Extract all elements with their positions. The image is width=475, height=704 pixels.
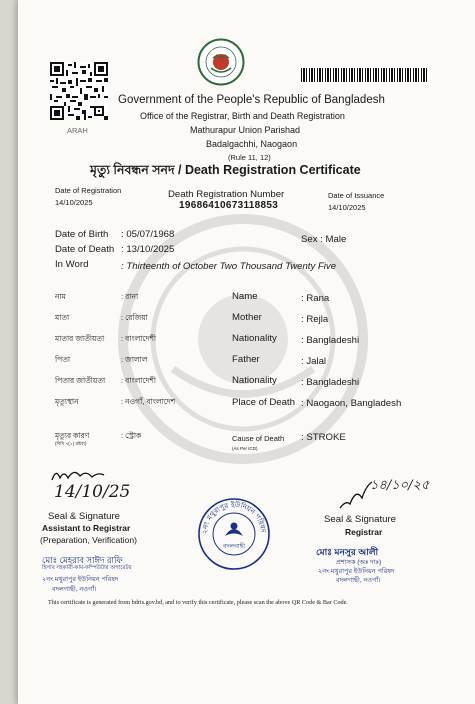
right-seal-label: Seal & Signature bbox=[324, 514, 396, 525]
bn-father-nationality-label: পিতার জাতীয়তা bbox=[55, 376, 106, 385]
death-place-value: : Naogaon, Bangladesh bbox=[301, 398, 402, 409]
header-rule: (Rule 11, 12) bbox=[228, 153, 271, 162]
registration-date-value: 14/10/2025 bbox=[55, 198, 93, 207]
death-date-value: : 13/10/2025 bbox=[121, 244, 175, 255]
registration-date-label: Date of Registration bbox=[55, 186, 122, 195]
father-nationality-value: : Bangladeshi bbox=[301, 377, 360, 388]
name-value: : Rana bbox=[301, 293, 330, 304]
cause-label: Cause of Death bbox=[232, 434, 285, 443]
registrar-role: Registrar bbox=[345, 527, 383, 537]
death-date-label: Date of Death bbox=[55, 244, 115, 255]
bn-father-nationality-value: : বাংলাদেশী bbox=[121, 376, 157, 385]
bn-father-label: পিতা bbox=[55, 355, 71, 364]
bn-death-place-value: : নওগাঁ, বাংলাদেশ bbox=[121, 397, 176, 406]
bn-mother-nationality-value: : বাংলাদেশী bbox=[121, 334, 157, 343]
signature-date-left: 14/10/25 bbox=[54, 482, 131, 502]
left-stamp-name: মোঃ মেহরাব সাঈদ রাফি bbox=[42, 555, 123, 565]
bn-mother-nationality-label: মাতার জাতীয়তা bbox=[55, 334, 105, 343]
cause-note: (As Per ICD) bbox=[232, 446, 258, 451]
bn-cause-value: : স্ট্রোক bbox=[121, 431, 142, 440]
right-stamp-location: বদলগাছী, নওগাঁ। bbox=[336, 577, 381, 584]
signature-date-right: ১৪/১০/২৫ bbox=[370, 478, 430, 493]
bn-cause-note: (বিধি ৭(১) দ্রষ্টব্য) bbox=[55, 441, 87, 446]
birth-date-value: : 05/07/1968 bbox=[121, 229, 175, 240]
in-word-value: : Thirteenth of October Two Thousand Twenty Five bbox=[121, 261, 337, 272]
registration-number-value: 19686410673118853 bbox=[179, 200, 279, 211]
government-seal-logo bbox=[197, 38, 245, 86]
bn-father-value: : জালাল bbox=[121, 355, 148, 364]
death-place-label: Place of Death bbox=[232, 397, 295, 408]
mother-nationality-value: : Bangladeshi bbox=[301, 335, 360, 346]
header-district: Badalgachhi, Naogaon bbox=[206, 139, 298, 149]
bn-death-place-label: মৃত্যুস্থান bbox=[55, 397, 79, 406]
stamp-bottom-text: বদলগাছী bbox=[223, 543, 245, 550]
assistant-purpose: (Preparation, Verification) bbox=[40, 535, 137, 545]
bn-name-value: : রানা bbox=[121, 292, 139, 301]
mother-nationality-label: Nationality bbox=[232, 333, 277, 344]
assistant-role: Assistant to Registrar bbox=[42, 523, 131, 533]
bn-name-label: নাম bbox=[55, 292, 66, 301]
header-union: Mathurapur Union Parishad bbox=[190, 125, 301, 135]
bn-cause-label: মৃত্যুর কারণ bbox=[55, 431, 90, 440]
certificate-title: মৃত্যু নিবন্ধন সনদ / Death Registration Certificate bbox=[90, 163, 361, 177]
left-stamp-location: বদলগাছী, নওগাঁ। bbox=[52, 586, 97, 593]
footer-note: This certificate is generated from bdris.gov.bd, and to verify this certificate, please scan the above QR Code & Bar Code. bbox=[48, 599, 348, 606]
issuance-date-value: 14/10/2025 bbox=[328, 203, 366, 212]
bn-mother-label: মাতা bbox=[55, 313, 70, 322]
issuance-date-label: Date of Issuance bbox=[328, 191, 385, 200]
right-stamp-name: মোঃ মনসুর আলী bbox=[316, 547, 379, 557]
cause-value: : STROKE bbox=[301, 432, 346, 443]
qr-code bbox=[50, 62, 108, 120]
registration-number-label: Death Registration Number bbox=[168, 189, 285, 200]
father-nationality-label: Nationality bbox=[232, 375, 277, 386]
in-word-label: In Word bbox=[55, 259, 89, 270]
name-label: Name bbox=[232, 291, 258, 302]
left-stamp-union: ২নং মথুরাপুর ইউনিয়ন পরিষদ bbox=[42, 576, 119, 583]
barcode bbox=[301, 68, 429, 82]
stamp-ring-text: ২নং মথুরাপুর ইউনিয়ন পরিষদ bbox=[200, 500, 267, 535]
sex-field: Sex : Male bbox=[301, 234, 347, 245]
bn-mother-value: : রেজিয়া bbox=[121, 313, 148, 322]
father-value: : Jalal bbox=[301, 356, 327, 367]
father-label: Father bbox=[232, 354, 260, 365]
right-stamp-title: প্রশাসক (অঃ দাঃ) bbox=[336, 559, 382, 566]
mother-label: Mother bbox=[232, 312, 262, 323]
union-parishad-stamp bbox=[196, 496, 272, 572]
left-stamp-title: হিসাব সহকারী-কাম-কম্পিউটার অপারেটর bbox=[42, 565, 132, 571]
right-stamp-union: ২নং মথুরাপুর ইউনিয়ন পরিষদ bbox=[318, 568, 395, 575]
left-seal-label: Seal & Signature bbox=[48, 511, 120, 522]
header-government: Government of the People's Republic of Bangladesh bbox=[118, 94, 385, 106]
certificate-page bbox=[18, 0, 475, 704]
mother-value: : Rejla bbox=[301, 314, 329, 325]
birth-date-label: Date of Birth bbox=[55, 229, 109, 240]
header-office: Office of the Registrar, Birth and Death Registration bbox=[140, 111, 345, 121]
qr-caption: ARAH bbox=[67, 126, 88, 135]
